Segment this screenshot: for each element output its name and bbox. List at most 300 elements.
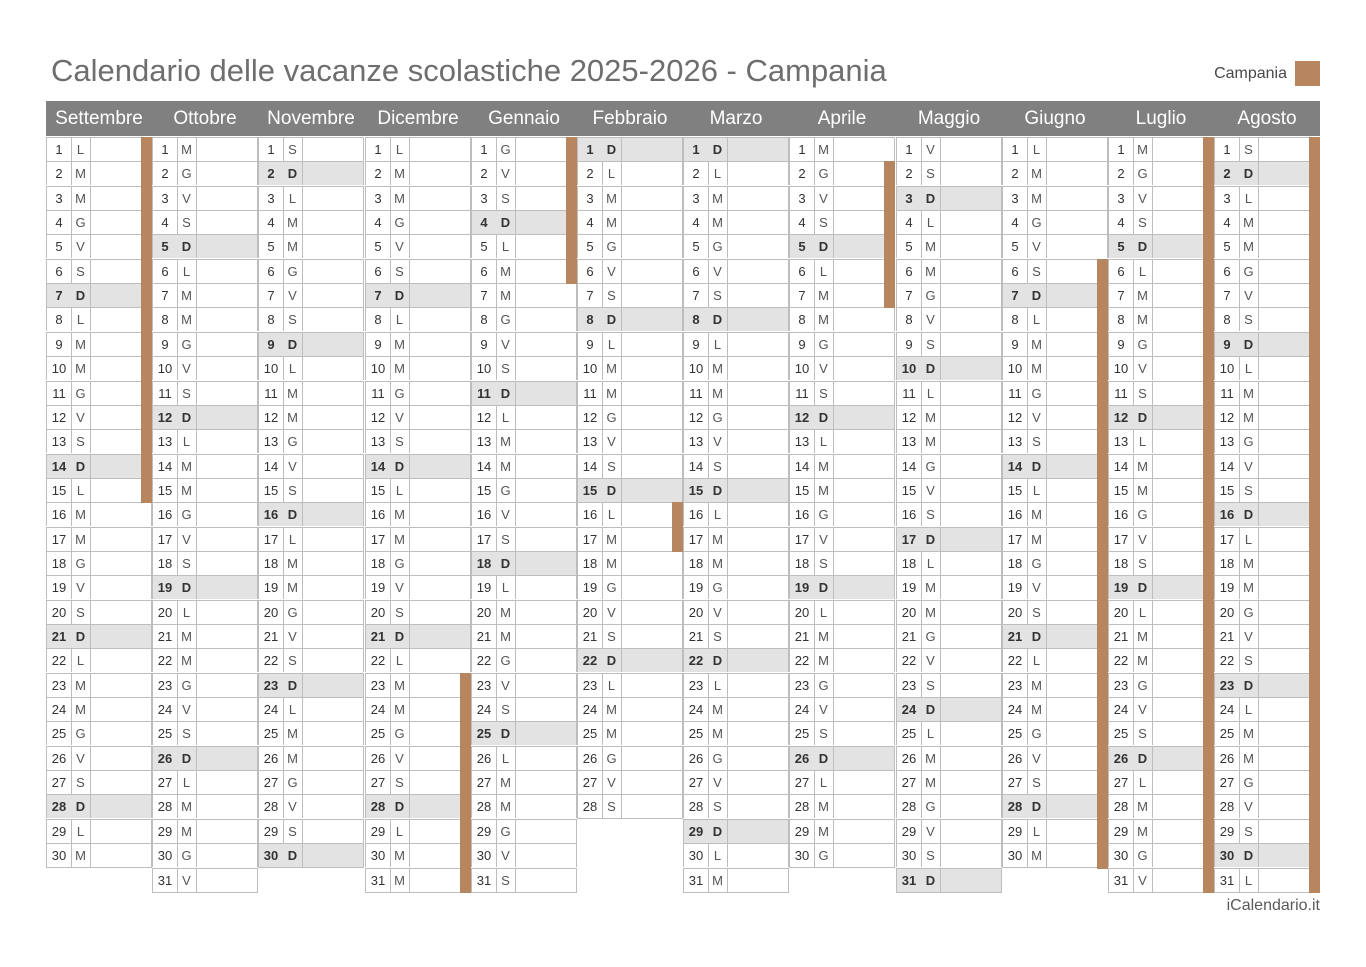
day-row	[471, 868, 577, 893]
day-number: 30	[153, 844, 178, 867]
weekday-letter: M	[390, 528, 410, 551]
day-number: 4	[578, 211, 603, 234]
day-number: 16	[366, 503, 391, 526]
day-row	[789, 673, 895, 697]
day-number: 26	[1215, 747, 1240, 770]
weekday-letter: S	[1027, 601, 1047, 624]
weekday-letter: M	[1133, 138, 1153, 161]
day-row	[896, 478, 1002, 502]
day-row	[152, 234, 258, 258]
weekday-letter: M	[921, 601, 941, 624]
weekday-letter: V	[177, 869, 197, 892]
day-row	[577, 575, 683, 599]
weekday-letter: G	[1133, 503, 1153, 526]
weekday-letter: S	[921, 844, 941, 867]
day-row	[46, 648, 152, 672]
weekday-letter: D	[921, 698, 941, 721]
day-number: 22	[366, 649, 391, 672]
day-row	[1002, 502, 1108, 526]
day-number: 21	[259, 625, 284, 648]
weekday-letter: S	[496, 528, 516, 551]
weekday-letter: S	[283, 479, 303, 502]
day-number: 16	[47, 503, 72, 526]
weekday-letter: D	[177, 747, 197, 770]
day-row	[258, 624, 364, 648]
weekday-letter: M	[177, 455, 197, 478]
day-row	[258, 551, 364, 575]
weekday-letter: V	[71, 576, 91, 599]
day-number: 31	[1109, 869, 1134, 892]
weekday-letter: D	[177, 576, 197, 599]
day-number: 15	[790, 479, 815, 502]
day-number: 9	[259, 333, 284, 356]
day-row	[789, 332, 895, 356]
weekday-letter: L	[708, 162, 728, 185]
weekday-letter: M	[177, 820, 197, 843]
day-number: 7	[1109, 284, 1134, 307]
weekday-letter: S	[177, 722, 197, 745]
day-number: 29	[259, 820, 284, 843]
weekday-letter: M	[283, 235, 303, 258]
day-row	[365, 283, 471, 307]
day-number: 23	[897, 674, 922, 697]
day-number: 23	[1109, 674, 1134, 697]
weekday-letter: D	[390, 284, 410, 307]
day-number: 29	[47, 820, 72, 843]
weekday-letter: G	[602, 747, 622, 770]
day-row	[683, 527, 789, 551]
day-number: 7	[578, 284, 603, 307]
weekday-letter: M	[814, 625, 834, 648]
weekday-letter: M	[71, 698, 91, 721]
day-number: 10	[259, 357, 284, 380]
weekday-letter: L	[1027, 308, 1047, 331]
weekday-letter: S	[921, 333, 941, 356]
weekday-letter: V	[1133, 187, 1153, 210]
day-row	[1002, 356, 1108, 380]
weekday-letter: S	[390, 260, 410, 283]
day-number: 7	[1003, 284, 1028, 307]
day-row	[683, 819, 789, 843]
day-row	[577, 259, 683, 283]
day-number: 16	[578, 503, 603, 526]
day-row	[471, 259, 577, 283]
day-number: 17	[1215, 528, 1240, 551]
day-number: 1	[578, 138, 603, 161]
weekday-letter: V	[708, 260, 728, 283]
day-number: 21	[47, 625, 72, 648]
weekday-letter: V	[390, 747, 410, 770]
weekday-letter: M	[390, 674, 410, 697]
weekday-letter: L	[177, 260, 197, 283]
weekday-letter: V	[283, 625, 303, 648]
day-row	[896, 161, 1002, 185]
day-row	[1108, 405, 1214, 429]
weekday-letter: V	[177, 698, 197, 721]
day-row	[46, 819, 152, 843]
day-row	[1108, 356, 1214, 380]
day-number: 24	[366, 698, 391, 721]
weekday-letter: S	[283, 820, 303, 843]
weekday-letter: V	[390, 235, 410, 258]
day-number: 10	[578, 357, 603, 380]
day-row	[789, 721, 895, 745]
day-number: 27	[153, 771, 178, 794]
day-number: 4	[47, 211, 72, 234]
weekday-letter: G	[71, 382, 91, 405]
day-number: 7	[1215, 284, 1240, 307]
day-number: 26	[897, 747, 922, 770]
weekday-letter: L	[814, 601, 834, 624]
day-row	[152, 356, 258, 380]
holiday-bar	[672, 502, 683, 552]
day-row	[577, 210, 683, 234]
day-number: 26	[1003, 747, 1028, 770]
day-number: 17	[472, 528, 497, 551]
day-row	[789, 307, 895, 331]
weekday-letter: M	[1239, 382, 1259, 405]
day-number: 6	[790, 260, 815, 283]
day-row	[1002, 697, 1108, 721]
day-number: 23	[259, 674, 284, 697]
day-number: 4	[1003, 211, 1028, 234]
day-number: 30	[790, 844, 815, 867]
weekday-letter: G	[283, 430, 303, 453]
day-row	[258, 429, 364, 453]
day-number: 3	[259, 187, 284, 210]
day-number: 16	[1215, 503, 1240, 526]
day-row	[1214, 356, 1320, 380]
day-number: 5	[897, 235, 922, 258]
day-row	[1002, 794, 1108, 818]
day-number: 1	[472, 138, 497, 161]
day-number: 19	[578, 576, 603, 599]
weekday-letter: L	[390, 649, 410, 672]
day-row	[1002, 210, 1108, 234]
weekday-letter: D	[1133, 747, 1153, 770]
day-number: 3	[897, 187, 922, 210]
day-row	[683, 551, 789, 575]
day-number: 13	[1109, 430, 1134, 453]
day-number: 13	[153, 430, 178, 453]
day-number: 9	[1215, 333, 1240, 356]
day-number: 3	[684, 187, 709, 210]
day-number: 1	[1215, 138, 1240, 161]
weekday-letter: G	[1027, 722, 1047, 745]
day-row	[46, 259, 152, 283]
day-number: 19	[47, 576, 72, 599]
month-name-marzo: Marzo	[709, 108, 763, 129]
weekday-letter: M	[390, 869, 410, 892]
weekday-letter: D	[708, 820, 728, 843]
day-row	[258, 307, 364, 331]
day-number: 9	[366, 333, 391, 356]
weekday-letter: D	[602, 479, 622, 502]
day-row	[577, 770, 683, 794]
weekday-letter: S	[1133, 722, 1153, 745]
day-number: 29	[153, 820, 178, 843]
day-row	[152, 478, 258, 502]
weekday-letter: D	[283, 333, 303, 356]
day-number: 14	[47, 455, 72, 478]
day-number: 25	[259, 722, 284, 745]
weekday-letter: M	[708, 722, 728, 745]
weekday-letter: D	[1133, 576, 1153, 599]
day-row	[789, 843, 895, 868]
weekday-letter: M	[1239, 406, 1259, 429]
day-row	[1214, 770, 1320, 794]
weekday-letter: M	[1133, 625, 1153, 648]
day-row	[471, 332, 577, 356]
day-row	[46, 624, 152, 648]
weekday-letter: M	[71, 187, 91, 210]
weekday-letter: S	[708, 455, 728, 478]
weekday-letter: L	[708, 674, 728, 697]
day-number: 9	[578, 333, 603, 356]
day-number: 18	[790, 552, 815, 575]
weekday-letter: D	[814, 235, 834, 258]
weekday-letter: V	[283, 455, 303, 478]
day-row	[152, 794, 258, 818]
weekday-letter: L	[390, 308, 410, 331]
day-number: 1	[1109, 138, 1134, 161]
day-number: 18	[153, 552, 178, 575]
day-row	[471, 794, 577, 818]
day-row	[152, 819, 258, 843]
weekday-letter: S	[708, 625, 728, 648]
day-number: 4	[684, 211, 709, 234]
weekday-letter: G	[283, 260, 303, 283]
day-number: 3	[47, 187, 72, 210]
day-row	[471, 648, 577, 672]
weekday-letter: D	[177, 235, 197, 258]
day-number: 24	[47, 698, 72, 721]
weekday-letter: L	[1239, 357, 1259, 380]
weekday-letter: M	[602, 722, 622, 745]
weekday-letter: L	[1133, 260, 1153, 283]
day-number: 22	[472, 649, 497, 672]
day-number: 18	[47, 552, 72, 575]
day-row	[683, 624, 789, 648]
weekday-letter: V	[496, 844, 516, 867]
weekday-letter: G	[177, 674, 197, 697]
day-number: 17	[578, 528, 603, 551]
day-number: 26	[578, 747, 603, 770]
day-row	[152, 746, 258, 770]
weekday-letter: D	[602, 308, 622, 331]
day-number: 29	[1003, 820, 1028, 843]
holiday-bar	[566, 137, 577, 284]
weekday-letter: M	[814, 138, 834, 161]
weekday-letter: S	[1239, 820, 1259, 843]
day-row	[896, 527, 1002, 551]
weekday-letter: M	[1239, 552, 1259, 575]
day-number: 21	[1109, 625, 1134, 648]
weekday-letter: D	[1133, 235, 1153, 258]
day-row	[46, 673, 152, 697]
day-number: 24	[790, 698, 815, 721]
weekday-letter: S	[1239, 479, 1259, 502]
day-number: 19	[153, 576, 178, 599]
day-number: 5	[153, 235, 178, 258]
month-name-ottobre: Ottobre	[173, 108, 237, 129]
weekday-letter: M	[177, 284, 197, 307]
weekday-letter: S	[1027, 260, 1047, 283]
weekday-letter: M	[283, 747, 303, 770]
day-row	[365, 137, 471, 161]
day-row	[1108, 259, 1214, 283]
weekday-letter: M	[602, 382, 622, 405]
day-number: 12	[684, 406, 709, 429]
weekday-letter: M	[1133, 308, 1153, 331]
weekday-letter: L	[921, 211, 941, 234]
weekday-letter: V	[708, 430, 728, 453]
weekday-letter: D	[496, 382, 516, 405]
day-number: 7	[684, 284, 709, 307]
weekday-letter: G	[1027, 552, 1047, 575]
day-number: 12	[472, 406, 497, 429]
day-row	[1108, 600, 1214, 624]
day-row	[46, 478, 152, 502]
weekday-letter: S	[496, 698, 516, 721]
weekday-letter: M	[602, 528, 622, 551]
weekday-letter: L	[1239, 869, 1259, 892]
day-number: 31	[684, 869, 709, 892]
day-number: 7	[153, 284, 178, 307]
day-row	[896, 429, 1002, 453]
day-row	[365, 210, 471, 234]
day-row	[46, 429, 152, 453]
day-number: 14	[259, 455, 284, 478]
day-row	[1002, 283, 1108, 307]
weekday-letter: G	[1027, 211, 1047, 234]
holiday-bar	[884, 161, 895, 308]
day-row	[683, 600, 789, 624]
day-row	[46, 405, 152, 429]
day-row	[789, 478, 895, 502]
day-row	[683, 210, 789, 234]
day-number: 2	[366, 162, 391, 185]
day-number: 6	[366, 260, 391, 283]
day-row	[1214, 307, 1320, 331]
day-number: 25	[1109, 722, 1134, 745]
month-name-febbraio: Febbraio	[592, 108, 668, 129]
weekday-letter: M	[1027, 698, 1047, 721]
day-number: 10	[47, 357, 72, 380]
weekday-letter: V	[177, 187, 197, 210]
weekday-letter: V	[283, 795, 303, 818]
day-number: 13	[684, 430, 709, 453]
weekday-letter: M	[496, 625, 516, 648]
weekday-letter: D	[602, 138, 622, 161]
day-number: 8	[153, 308, 178, 331]
day-row	[1214, 161, 1320, 185]
day-number: 11	[897, 382, 922, 405]
day-number: 17	[897, 528, 922, 551]
day-number: 4	[259, 211, 284, 234]
weekday-letter: L	[1027, 649, 1047, 672]
day-row	[152, 673, 258, 697]
day-number: 13	[259, 430, 284, 453]
day-number: 20	[472, 601, 497, 624]
weekday-letter: G	[814, 333, 834, 356]
day-number: 7	[790, 284, 815, 307]
day-number: 22	[790, 649, 815, 672]
weekday-letter: D	[921, 357, 941, 380]
day-number: 15	[684, 479, 709, 502]
day-number: 6	[578, 260, 603, 283]
day-row	[577, 137, 683, 161]
weekday-letter: M	[1239, 747, 1259, 770]
weekday-letter: G	[283, 771, 303, 794]
weekday-letter: D	[390, 795, 410, 818]
day-number: 12	[578, 406, 603, 429]
day-number: 14	[1109, 455, 1134, 478]
day-row	[46, 721, 152, 745]
weekday-letter: M	[390, 698, 410, 721]
day-number: 27	[684, 771, 709, 794]
day-row	[683, 137, 789, 161]
day-row	[789, 575, 895, 599]
day-row	[152, 259, 258, 283]
day-number: 8	[1109, 308, 1134, 331]
day-number: 13	[790, 430, 815, 453]
day-number: 22	[153, 649, 178, 672]
day-row	[1108, 234, 1214, 258]
day-number: 16	[897, 503, 922, 526]
day-row	[789, 283, 895, 307]
weekday-letter: S	[1239, 308, 1259, 331]
day-number: 8	[578, 308, 603, 331]
day-number: 2	[153, 162, 178, 185]
day-row	[1108, 770, 1214, 794]
day-row	[683, 697, 789, 721]
day-number: 27	[790, 771, 815, 794]
day-row	[789, 794, 895, 818]
day-number: 25	[790, 722, 815, 745]
day-number: 4	[472, 211, 497, 234]
day-number: 27	[897, 771, 922, 794]
day-row	[471, 137, 577, 161]
day-row	[1002, 624, 1108, 648]
weekday-letter: L	[1133, 601, 1153, 624]
weekday-letter: G	[602, 576, 622, 599]
day-number: 21	[366, 625, 391, 648]
day-row	[1002, 381, 1108, 405]
weekday-letter: G	[496, 479, 516, 502]
day-number: 3	[1003, 187, 1028, 210]
day-number: 21	[578, 625, 603, 648]
day-row	[46, 502, 152, 526]
day-row	[896, 673, 1002, 697]
weekday-letter: V	[708, 601, 728, 624]
day-number: 4	[153, 211, 178, 234]
weekday-letter: G	[496, 308, 516, 331]
weekday-letter: D	[71, 455, 91, 478]
day-number: 5	[1003, 235, 1028, 258]
day-number: 28	[1003, 795, 1028, 818]
weekday-letter: M	[1133, 284, 1153, 307]
month-name-dicembre: Dicembre	[377, 108, 459, 129]
day-row	[577, 186, 683, 210]
day-row	[365, 794, 471, 818]
day-row	[1214, 721, 1320, 745]
day-number: 5	[684, 235, 709, 258]
day-number: 7	[259, 284, 284, 307]
day-row	[577, 794, 683, 819]
day-row	[896, 648, 1002, 672]
weekday-letter: D	[71, 795, 91, 818]
